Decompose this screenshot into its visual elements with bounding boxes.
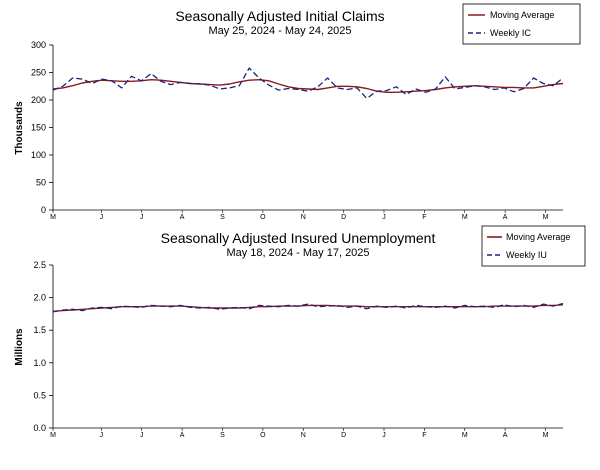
y-axis-label: Thousands xyxy=(14,101,25,155)
x-tick-label: M xyxy=(461,214,468,221)
chart-title: Seasonally Adjusted Insured Unemployment xyxy=(160,230,436,246)
x-tick-label: O xyxy=(260,214,266,221)
y-tick-label: 150 xyxy=(30,122,46,133)
x-tick-label: A xyxy=(502,214,508,221)
y-tick-label: 2.0 xyxy=(33,292,46,303)
y-tick-label: 100 xyxy=(30,150,46,160)
x-tick-label: M xyxy=(542,432,549,439)
x-tick-label: F xyxy=(422,214,427,221)
series-line-weekly-iu xyxy=(53,304,563,312)
x-tick-label: M xyxy=(50,432,56,439)
x-tick-label: J xyxy=(99,214,104,221)
x-tick-label: A xyxy=(179,432,185,439)
x-tick-label: J xyxy=(382,214,386,221)
series-line-weekly-ic xyxy=(53,68,563,98)
x-tick-label: N xyxy=(300,214,306,221)
x-tick-label: A xyxy=(502,432,508,439)
legend-label-moving-average: Moving Average xyxy=(490,10,555,20)
legend xyxy=(463,4,580,44)
y-axis-label: Millions xyxy=(14,328,25,366)
chart-title: Seasonally Adjusted Initial Claims xyxy=(175,8,385,24)
x-tick-label: S xyxy=(220,432,225,439)
y-tick-label: 50 xyxy=(35,177,46,188)
y-tick-label: 250 xyxy=(30,67,46,78)
x-tick-label: J xyxy=(99,432,104,439)
legend-label-weekly-ic: Weekly IC xyxy=(490,28,531,38)
x-tick-label: M xyxy=(542,214,549,221)
x-tick-label: J xyxy=(382,432,386,439)
x-tick-label: J xyxy=(140,432,144,439)
series-line-moving-average xyxy=(53,80,563,93)
x-tick-label: S xyxy=(220,214,225,221)
legend-label-weekly-iu: Weekly IU xyxy=(506,250,547,260)
y-tick-label: 0.0 xyxy=(33,423,46,433)
y-tick-label: 0 xyxy=(40,205,46,215)
legend xyxy=(482,226,585,266)
y-tick-label: 300 xyxy=(30,40,46,50)
x-tick-label: D xyxy=(341,432,347,439)
chart-subtitle: May 25, 2024 - May 24, 2025 xyxy=(208,25,352,37)
y-tick-label: 200 xyxy=(30,95,46,105)
x-tick-label: M xyxy=(50,214,56,221)
x-tick-label: N xyxy=(300,432,306,439)
x-tick-label: M xyxy=(461,432,468,439)
x-tick-label: J xyxy=(140,214,144,221)
initial-claims-chart xyxy=(14,4,580,221)
x-tick-label: A xyxy=(179,214,185,221)
y-tick-label: 1.0 xyxy=(33,357,46,368)
chart-subtitle: May 18, 2024 - May 17, 2025 xyxy=(226,247,370,259)
legend-label-moving-average: Moving Average xyxy=(506,232,571,242)
x-tick-label: D xyxy=(341,214,347,221)
x-tick-label: O xyxy=(260,432,266,439)
insured-unemployment-chart xyxy=(14,226,585,439)
x-tick-label: F xyxy=(422,432,427,439)
y-tick-label: 1.5 xyxy=(33,325,46,336)
y-tick-label: 0.5 xyxy=(33,390,46,401)
series-line-moving-average xyxy=(53,305,563,312)
y-tick-label: 2.5 xyxy=(33,260,46,270)
